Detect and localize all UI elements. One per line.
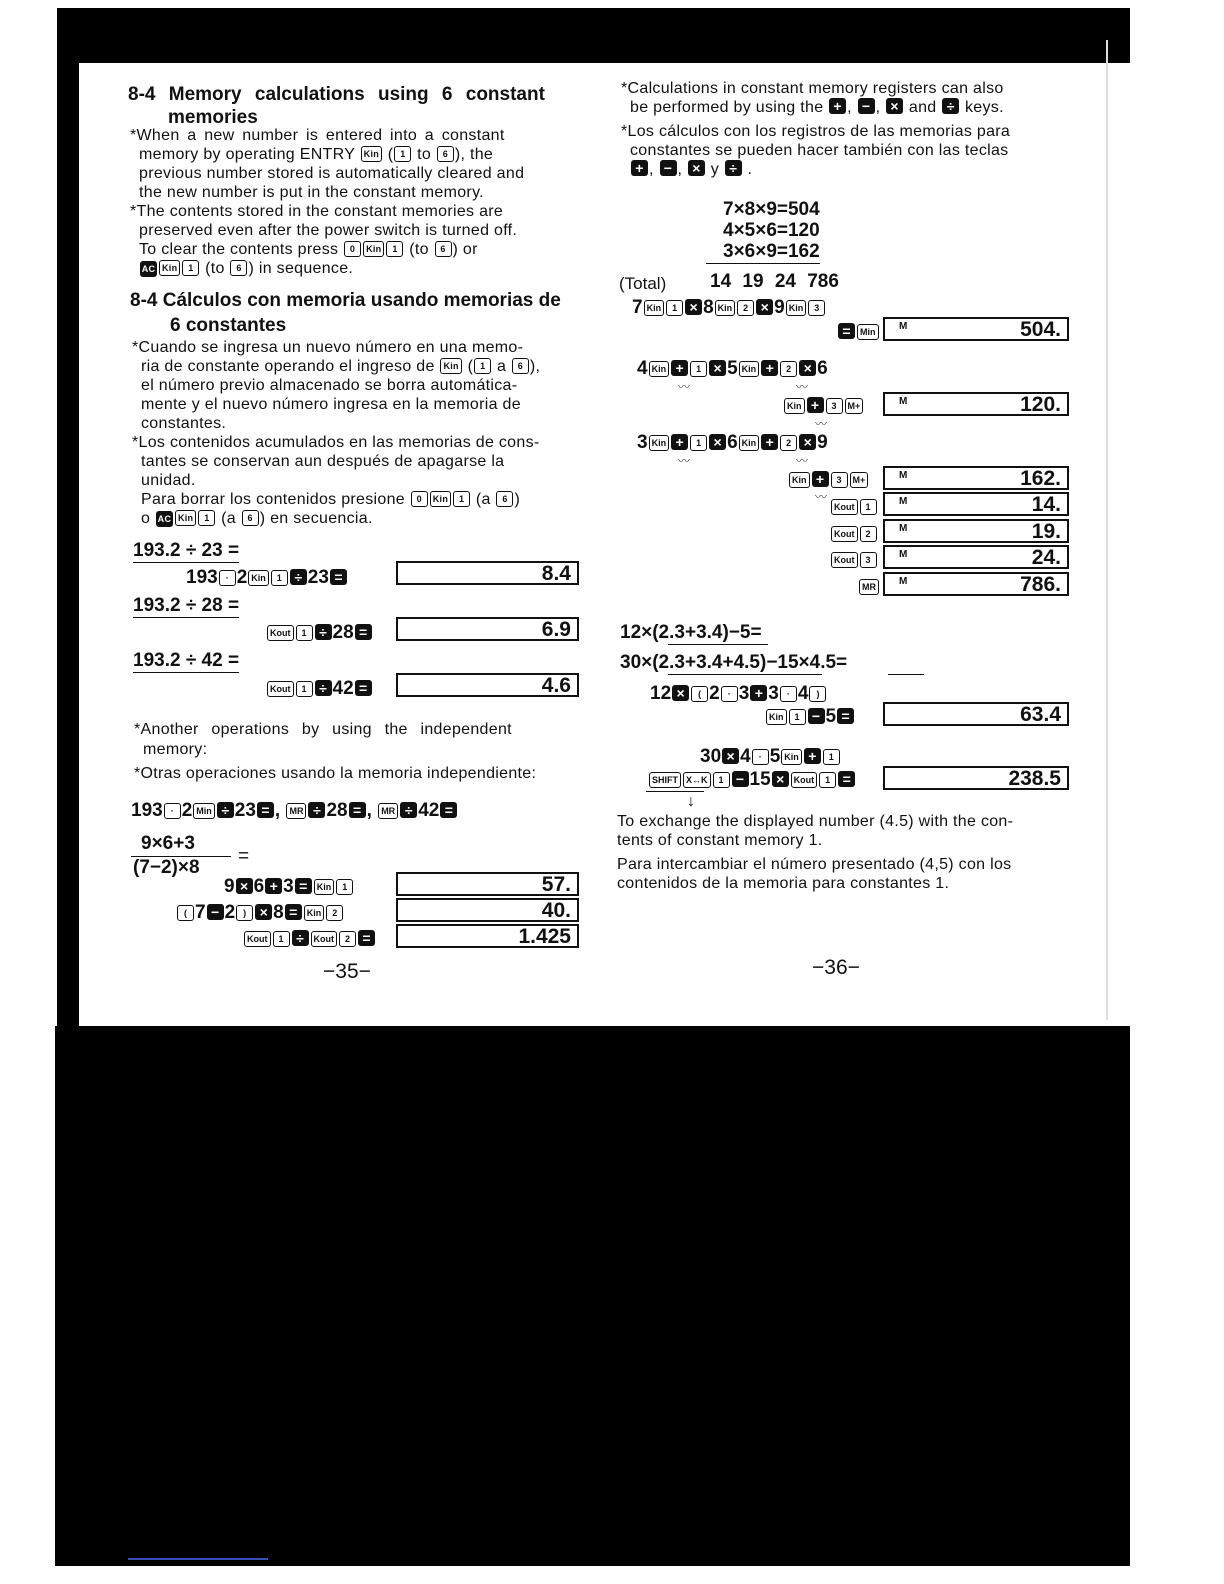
key-divide-icon: ÷ [217, 802, 234, 818]
key-equals-icon: = [349, 802, 366, 818]
en-line-5: *The contents stored in the constant memories are [130, 203, 504, 220]
display-value: 162. [1020, 467, 1061, 490]
display-504 [883, 317, 1069, 341]
example-1-display [396, 561, 579, 585]
fraction-numerator: 9×6+3 [141, 833, 195, 854]
key-kout-icon: Kout [244, 931, 271, 947]
intro-en-3-text: keys. [964, 99, 1004, 116]
key-multiply-icon: × [799, 360, 816, 376]
exchange-en-2: tents of constant memory 1. [617, 832, 823, 849]
display-63-4 [883, 702, 1069, 726]
key-2-icon: 2 [326, 905, 343, 921]
key-multiply-icon: × [756, 299, 773, 315]
display-value: 24. [1031, 546, 1061, 569]
key-equals-icon: = [358, 930, 375, 946]
es-line-7: tantes se conservan aun después de apagarse la [141, 453, 505, 470]
key-kin-icon: Kin [649, 435, 670, 451]
es-line-9: Para borrar los contenidos presione 0 Kin 1 (a 6 ) [141, 491, 521, 508]
key-equals-icon: = [355, 680, 372, 696]
wave-mark: 〰 [796, 380, 807, 394]
intro-en-2-text: be performed by using the [630, 99, 824, 116]
display-786 [883, 572, 1069, 596]
equation-3: 3×6×9=162 [706, 241, 820, 264]
key-decimal-icon: · [164, 803, 181, 819]
key-close-paren-icon: ) [809, 686, 826, 702]
key-divide-icon: ÷ [725, 160, 742, 176]
key-kout-icon: Kout [267, 681, 294, 697]
key-equals-icon: = [330, 569, 347, 585]
keys-row-2b [783, 395, 864, 417]
display-14 [883, 492, 1069, 516]
key-6-icon: 6 [437, 146, 454, 162]
key-kin-icon: Kin [304, 905, 325, 921]
key-equals-icon: = [257, 802, 274, 818]
wave-mark: 〰 [815, 417, 826, 431]
fraction-display-3 [396, 924, 579, 948]
key-3-icon: 3 [860, 552, 877, 568]
en-line-8-text: in sequence. [258, 260, 354, 277]
key-mr-icon: MR [859, 579, 879, 595]
total-values: 14 19 24 786 [710, 271, 839, 292]
fraction-keys-3 [243, 928, 376, 950]
equation-2: 4×5×6=120 [723, 220, 820, 241]
key-kin-icon: Kin [644, 300, 665, 316]
es-line-4: mente y el nuevo número ingresa en la memoria de [141, 396, 521, 413]
key-multiply-icon: × [709, 360, 726, 376]
intro-es-2: constantes se pueden hacer también con las teclas [630, 142, 1009, 159]
key-divide-icon: ÷ [292, 930, 309, 946]
intro-en-1: *Calculations in constant memory registers can also [621, 80, 1004, 97]
key-kout-icon: Kout [791, 772, 818, 788]
key-decimal-icon: · [780, 686, 797, 702]
wave-mark: 〰 [815, 490, 826, 504]
wave-mark: 〰 [678, 454, 689, 468]
total-label: (Total) [619, 274, 667, 293]
page-number-right: −36− [812, 956, 860, 979]
heading-en-cont: memories [168, 107, 258, 128]
key-plus-icon: + [265, 878, 282, 894]
display-value: 8.4 [541, 562, 571, 585]
key-1-icon: 1 [819, 772, 836, 788]
key-multiply-icon: × [772, 771, 789, 787]
key-multiply-icon: × [255, 904, 272, 920]
display-value: 63.4 [1020, 703, 1061, 726]
key-plus-icon: + [761, 434, 778, 450]
exchange-en-1: To exchange the displayed number (4.5) with the con- [617, 813, 1014, 830]
scan-border-bottom [55, 1026, 1130, 1566]
wave-mark: 〰 [678, 380, 689, 394]
key-3-icon: 3 [826, 398, 843, 414]
key-0-icon: 0 [344, 241, 361, 257]
key-kin-icon: Kin [789, 472, 810, 488]
key-plus-icon: + [671, 434, 688, 450]
key-kin-icon: Kin [248, 570, 269, 586]
another-es: *Otras operaciones usando la memoria independiente: [134, 765, 537, 782]
key-ac-icon: AC [140, 261, 157, 277]
fraction-keys-1: 9 × 6 + 3 = Kin 1 [224, 876, 354, 898]
key-mplus-icon: M+ [845, 398, 864, 414]
key-decimal-icon: · [752, 749, 769, 765]
key-kin-icon: Kin [430, 491, 451, 507]
memory-indicator: M [899, 396, 908, 407]
key-1-icon: 1 [666, 300, 683, 316]
key-1-icon: 1 [198, 510, 215, 526]
key-equals-icon: = [295, 878, 312, 894]
memory-indicator: M [899, 470, 908, 481]
keys-kout-2 [830, 523, 878, 545]
es-line-2: ria de constante operando el ingreso de Kin ( 1 a 6 ), [141, 358, 541, 375]
key-multiply-icon: × [685, 299, 702, 315]
key-multiply-icon: × [886, 98, 903, 114]
key-kin-icon: Kin [715, 300, 736, 316]
expression-1-underline [668, 644, 768, 645]
example-2-title: 193.2 ÷ 28 = [133, 595, 240, 616]
key-equals-icon: = [285, 904, 302, 920]
example-2-display [396, 617, 579, 641]
page-number-left: −35− [323, 960, 371, 983]
key-1-icon: 1 [453, 491, 470, 507]
key-equals-icon: = [838, 771, 855, 787]
key-decimal-icon: · [721, 686, 738, 702]
key-2-icon: 2 [737, 300, 754, 316]
fraction-denominator: (7−2)×8 [133, 857, 200, 878]
example-1-keys: 193 · 2 Kin 1 ÷ 23 = [186, 567, 348, 589]
display-value: 238.5 [1008, 767, 1061, 790]
key-equals-icon: = [355, 624, 372, 640]
intro-es-1: *Los cálculos con los registros de las memorias para [621, 123, 1011, 140]
key-plus-icon: + [807, 397, 824, 413]
display-value: 4.6 [541, 674, 571, 697]
heading-es-cont: 6 constantes [170, 315, 287, 336]
es-line-9-text: Para borrar los contenidos presione [141, 491, 405, 508]
key-min-icon: Min [857, 324, 879, 340]
expr-keys-2: 30 × 4 · 5 Kin + 1 [700, 746, 841, 768]
key-kin-icon: Kin [175, 510, 196, 526]
heading-en: 8-4 Memory calculations using 6 constant [128, 84, 545, 105]
key-minus-icon: − [808, 708, 825, 724]
expression-2: 30×(2.3+3.4+4.5)−15×4.5= [620, 652, 848, 673]
keys-row-2: 4 Kin + 1 × 5 Kin + 2 × 6 [637, 358, 828, 379]
key-divide-icon: ÷ [315, 624, 332, 640]
en-line-7-text: To clear the contents press [139, 241, 339, 258]
key-1-icon: 1 [296, 625, 313, 641]
key-kin-icon: Kin [786, 300, 807, 316]
display-238-5 [883, 766, 1069, 790]
key-1-icon: 1 [273, 931, 290, 947]
key-2-icon: 2 [780, 361, 797, 377]
es-line-3: el número previo almacenado se borra automática- [141, 377, 518, 394]
key-1-icon: 1 [182, 260, 199, 276]
key-kin-icon: Kin [766, 709, 787, 725]
key-6-icon: 6 [230, 260, 247, 276]
display-value: 57. [541, 873, 571, 896]
key-mr-icon: MR [286, 803, 306, 819]
display-value: 14. [1031, 493, 1061, 516]
key-multiply-icon: × [688, 160, 705, 176]
memory-indicator: M [899, 321, 908, 332]
en-line-6: preserved even after the power switch is turned off. [139, 222, 518, 239]
fraction-display-2 [396, 898, 579, 922]
key-kin-icon: Kin [739, 361, 760, 377]
display-value: 120. [1020, 393, 1061, 416]
key-kin-icon: Kin [361, 146, 382, 162]
example-2-keys: Kout 1 ÷ 28 = [266, 622, 373, 644]
key-minus-icon: − [207, 904, 224, 920]
key-kout-icon: Kout [311, 931, 338, 947]
scan-edge-line [1106, 40, 1108, 1020]
key-divide-icon: ÷ [400, 802, 417, 818]
es-line-10-text: en secuencia. [270, 510, 373, 527]
display-24 [883, 545, 1069, 569]
es-line-1: *Cuando se ingresa un nuevo número en una memo- [132, 339, 524, 356]
key-open-paren-icon: ( [177, 905, 194, 921]
another-en: *Another operations by using the independent [134, 721, 512, 738]
key-2-icon: 2 [860, 526, 877, 542]
expression-2-underline [668, 674, 822, 675]
scan-border-left [57, 8, 79, 1026]
display-120 [883, 392, 1069, 416]
key-kin-icon: Kin [649, 361, 670, 377]
key-1-icon: 1 [713, 772, 730, 788]
display-value: 6.9 [541, 618, 571, 641]
equation-1: 7×8×9=504 [723, 199, 820, 220]
key-multiply-icon: × [236, 878, 253, 894]
key-mplus-icon: M+ [850, 472, 869, 488]
es-line-2-text: ria de constante operando el ingreso de [141, 358, 435, 375]
display-value: 504. [1020, 318, 1061, 341]
key-equals-icon: = [837, 708, 854, 724]
memory-indicator: M [899, 549, 908, 560]
key-1-icon: 1 [690, 361, 707, 377]
key-1-icon: 1 [386, 241, 403, 257]
example-1-title: 193.2 ÷ 23 = [133, 540, 240, 561]
key-plus-icon: + [631, 160, 648, 176]
key-1-icon: 1 [789, 709, 806, 725]
example-3-title: 193.2 ÷ 42 = [133, 650, 240, 671]
display-value: 40. [541, 899, 571, 922]
key-equals-icon: = [440, 802, 457, 818]
key-plus-icon: + [761, 360, 778, 376]
expression-2-underline-b [888, 674, 924, 675]
key-6-icon: 6 [512, 358, 529, 374]
key-multiply-icon: × [672, 685, 689, 701]
key-1-icon: 1 [271, 570, 288, 586]
es-line-8: unidad. [141, 472, 196, 489]
exchange-es-1: Para intercambiar el número presentado (4,5) con los [617, 856, 1012, 873]
en-line-2-text: memory by operating ENTRY [139, 146, 355, 163]
es-line-10: o AC Kin 1 (a 6 ) en secuencia. [141, 510, 373, 527]
fraction-equals: = [238, 846, 250, 867]
key-minus-icon: − [732, 771, 749, 787]
key-kin-icon: Kin [440, 358, 461, 374]
key-close-paren-icon: ) [236, 905, 253, 921]
key-2-icon: 2 [339, 931, 356, 947]
key-minus-icon: − [660, 160, 677, 176]
key-6-icon: 6 [496, 491, 513, 507]
expression-1: 12×(2.3+3.4)−5= [620, 622, 762, 643]
display-value: 786. [1020, 573, 1061, 596]
intro-es-keys: + , − , × y ÷ . [630, 160, 752, 179]
key-kin-icon: Kin [159, 260, 180, 276]
key-ac-icon: AC [156, 511, 173, 527]
key-6-icon: 6 [435, 241, 452, 257]
key-mr-icon: MR [378, 803, 398, 819]
intro-en-2: be performed by using the + , − , × and ÷ keys. [630, 98, 1004, 116]
en-line-4: the new number is put in the constant memory. [139, 184, 484, 201]
key-kin-icon: Kin [784, 398, 805, 414]
key-3-icon: 3 [808, 300, 825, 316]
key-6-icon: 6 [242, 510, 259, 526]
fraction-display-1 [396, 872, 579, 896]
keys-row-3: 3 Kin + 1 × 6 Kin + 2 × 9 [637, 432, 828, 453]
wave-mark: 〰 [796, 454, 807, 468]
independent-memory-keys: 193 · 2 Min ÷ 23 = , MR ÷ 28 = , MR ÷ 42 = [131, 800, 458, 822]
key-plus-icon: + [750, 685, 767, 701]
key-shift-icon: SHIFT [649, 772, 681, 788]
keys-row-1b [837, 321, 880, 343]
key-kin-icon: Kin [781, 749, 802, 765]
keys-row-1: 7 Kin 1 × 8 Kin 2 × 9 Kin 3 [632, 297, 826, 319]
es-line-6: *Los contenidos acumulados en las memorias de cons- [132, 434, 540, 451]
key-0-icon: 0 [411, 491, 428, 507]
scan-artifact-line [128, 1558, 268, 1560]
keys-mr [858, 576, 880, 598]
example-3-display [396, 673, 579, 697]
key-3-icon: 3 [831, 472, 848, 488]
key-plus-icon: + [812, 471, 829, 487]
key-1-icon: 1 [860, 499, 877, 515]
en-line-8: AC Kin 1 (to 6 ) in sequence. [141, 260, 354, 277]
en-line-1: *When a new number is entered into a constant [130, 127, 505, 144]
keys-kout-3 [830, 549, 878, 571]
key-1-icon: 1 [474, 358, 491, 374]
key-kin-icon: Kin [363, 241, 384, 257]
keys-kout-1 [830, 496, 878, 518]
expr-keys-1b: Kin 1 − 5 = [765, 706, 855, 728]
key-plus-icon: + [804, 748, 821, 764]
display-162 [883, 466, 1069, 490]
key-multiply-icon: × [709, 434, 726, 450]
key-1-icon: 1 [336, 879, 353, 895]
key-open-paren-icon: ( [691, 686, 708, 702]
key-multiply-icon: × [722, 748, 739, 764]
key-multiply-icon: × [799, 434, 816, 450]
key-min-icon: Min [193, 803, 215, 819]
another-en-cont: memory: [143, 741, 208, 758]
memory-indicator: M [899, 576, 908, 587]
keys-row-3b [788, 469, 869, 491]
key-divide-icon: ÷ [308, 802, 325, 818]
key-kout-icon: Kout [831, 499, 858, 515]
key-divide-icon: ÷ [290, 569, 307, 585]
expr-keys-1: 12 × ( 2 · 3 + 3 · 4 ) [650, 683, 827, 705]
key-1-icon: 1 [690, 435, 707, 451]
expr-keys-2b: SHIFT X↔K 1 − 15 × Kout 1 = [648, 769, 856, 791]
es-line-5: constantes. [141, 415, 227, 432]
key-divide-icon: ÷ [315, 680, 332, 696]
memory-indicator: M [899, 523, 908, 534]
display-19 [883, 519, 1069, 543]
heading-es: 8-4 Cálculos con memoria usando memorias de [130, 290, 561, 311]
en-line-2: memory by operating ENTRY Kin ( 1 to 6 ), the [139, 146, 494, 163]
exchange-bracket [646, 791, 704, 792]
en-line-3: previous number stored is automatically cleared and [139, 165, 525, 182]
key-kin-icon: Kin [739, 435, 760, 451]
key-1-icon: 1 [823, 749, 840, 765]
example-3-keys: Kout 1 ÷ 42 = [266, 678, 373, 700]
key-kin-icon: Kin [314, 879, 335, 895]
key-plus-icon: + [829, 98, 846, 114]
key-minus-icon: − [858, 98, 875, 114]
key-plus-icon: + [671, 360, 688, 376]
display-value: 19. [1031, 520, 1061, 543]
key-divide-icon: ÷ [942, 98, 959, 114]
key-kout-icon: Kout [831, 526, 858, 542]
exchange-es-2: contenidos de la memoria para constantes 1. [617, 875, 950, 892]
key-decimal-icon: · [219, 570, 236, 586]
key-exchange-icon: X↔K [683, 772, 711, 788]
en-line-7: To clear the contents press 0 Kin 1 (to 6 ) or [139, 241, 478, 258]
key-kout-icon: Kout [267, 625, 294, 641]
fraction-keys-2: ( 7 − 2 ) × 8 = Kin 2 [176, 902, 344, 924]
key-1-icon: 1 [296, 681, 313, 697]
key-2-icon: 2 [780, 435, 797, 451]
display-value: 1.425 [518, 925, 571, 948]
key-kout-icon: Kout [831, 552, 858, 568]
down-arrow-icon: ↓ [687, 793, 695, 810]
scan-border-top [57, 8, 1130, 63]
key-equals-icon: = [838, 323, 855, 339]
key-1-icon: 1 [394, 146, 411, 162]
memory-indicator: M [899, 496, 908, 507]
